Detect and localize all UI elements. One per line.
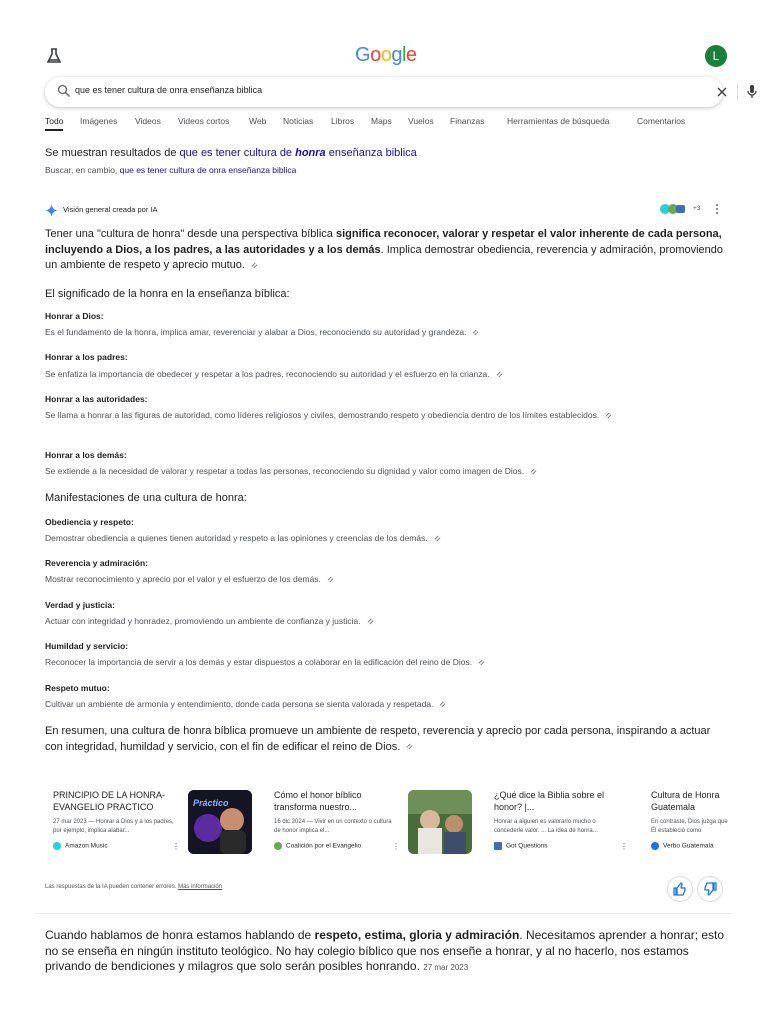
link-icon[interactable] [530,468,537,475]
link-icon[interactable] [251,262,258,269]
corrected-query-link[interactable]: que es tener cultura de honra enseñanza biblica [179,147,417,159]
source-card-title: Cultura de Honra Guatemala [651,790,720,812]
section-heading: Manifestaciones de una cultura de honra: [45,492,247,504]
link-icon[interactable] [327,576,334,583]
learn-more-link[interactable]: Más información [178,884,223,890]
thumbs-down-button[interactable] [697,876,723,902]
tab-herramientas[interactable]: Herramientas de búsqueda [507,116,610,126]
item-title: Reverencia y admiración: [45,558,148,568]
tab-comentarios[interactable]: Comentarios [637,116,686,126]
item-description: Mostrar reconocimiento y aprecio por el valor y el esfuerzo de los demás. [45,572,685,586]
thumbs-up-icon [668,877,692,901]
item-description: Cultivar un ambiente de armonía y entendimiento, donde cada persona se sienta valorada y respetada. [45,697,685,711]
got-questions-icon [494,842,502,850]
source-card-site: Got Questions [494,842,548,850]
section-divider [35,913,732,914]
thumbnail-label: Práctico [193,798,229,808]
source-card-title: PRINCIPIO DE LA HONRA- EVANGELIO PRACTICO [53,790,166,812]
source-card-site: Verbo Guatemala [651,842,714,850]
section-heading: El significado de la honra en la enseñanza bíblica: [45,288,290,300]
source-card[interactable] [494,786,629,858]
tab-imagenes[interactable]: Imágenes [80,116,118,126]
tab-vuelos[interactable]: Vuelos [408,116,434,126]
search-input[interactable]: que es tener cultura de onra enseñanza biblica [75,85,263,95]
source-favicon [676,205,685,213]
item-description: Se enfatiza la importancia de obedecer y respetar a los padres, reconociendo su autoridad y el esfuerzo en la crianza. [45,367,685,381]
item-title: Honrar a Dios: [45,311,104,321]
labs-flask-icon[interactable] [44,46,64,66]
source-card-description: Honrar a alguien es valorarlo mucho o concederle valor. ... La idea de honra... [494,819,598,834]
card-more-icon[interactable]: ⋮ [620,842,628,851]
source-card-title: Cómo el honor bíblico transforma nuestro... [274,790,362,812]
source-card-description: 27 mar 2023 — Honrar a Dios y a los padres, por ejemplo, implica alabar... [53,819,174,834]
item-title: Respeto mutuo: [45,683,110,693]
link-icon[interactable] [439,701,446,708]
item-description: Reconocer la importancia de servir a los demás y estar dispuestos a colaborar en la edificación del reino de Dios. [45,655,685,669]
source-card[interactable] [274,786,399,858]
tab-finanzas[interactable]: Finanzas [450,116,485,126]
item-title: Obediencia y respeto: [45,517,134,527]
item-description: Se llama a honrar a las figuras de autoridad, como líderes religiosos y civiles, demostrando respeto y obediencia dentro de los límites establecidos. [45,408,685,422]
search-divider [737,83,738,101]
original-query-link[interactable]: que es tener cultura de onra enseñanza biblica [119,165,297,175]
link-icon[interactable] [605,412,612,419]
tab-videos-cortos[interactable]: Videos cortos [178,116,230,126]
link-icon[interactable] [406,743,413,750]
source-card-description: En contraste, Dios juzga que Él estableció como [651,819,728,834]
tab-videos[interactable]: Videos [135,116,161,126]
ai-overview-title: Visión general creada por IA [63,205,158,214]
coalicion-icon [274,842,282,850]
amazon-music-icon [53,842,61,850]
link-icon[interactable] [478,659,485,666]
source-card-title: ¿Qué dice la Biblia sobre el honor? |... [494,790,605,812]
ai-intro-paragraph: Tener una "cultura de honra" desde una perspectiva bíblica significa reconocer, valorar y respetar el valor inherente de cada persona, incluyendo a Dios, a los padres, a las autoridades y a los demás. Implica demostrar obediencia, reverencia y admiración, promoviendo un ambiente de respeto y aprecio mutuo. [45,228,724,271]
item-description: Se extiende a la necesidad de valorar y respetar a todas las personas, reconociendo su dignidad y valor como imagen de Dios. [45,464,685,478]
ai-disclaimer: Las respuestas de la IA pueden contener errores. Más información [45,884,223,890]
sources-count: +3 [693,205,701,212]
sources-favicons[interactable] [660,202,700,216]
correction-prefix: Se muestran resultados de [45,147,180,159]
item-description: Es el fundamento de la honra, implica amar, reverenciar y alabar a Dios, reconociendo su autoridad y grandeza. [45,325,685,339]
clear-icon[interactable] [715,84,729,100]
microphone-icon[interactable] [745,83,759,101]
tab-maps[interactable]: Maps [371,116,392,126]
source-card-site: Amazon Music [53,842,108,850]
podcast-thumbnail[interactable] [188,790,252,854]
google-logo[interactable]: Google [355,44,417,66]
thumbs-down-icon [698,877,722,901]
card-more-icon[interactable]: ⋮ [392,842,400,851]
search-box[interactable] [45,77,723,107]
link-icon[interactable] [496,371,503,378]
link-icon[interactable] [434,535,441,542]
original-query-suggestion: Buscar, en cambio, que es tener cultura de onra enseñanza biblica [45,165,297,175]
source-card-description: 16 dic 2024 — Vivir en un contexto o cultura de honor implica el... [274,819,392,834]
link-icon[interactable] [367,618,374,625]
top-bar [0,40,768,72]
thumbs-up-button[interactable] [667,876,693,902]
snippet-date: 27 mar 2023 [423,963,469,972]
item-title: Honrar a los demás: [45,450,127,460]
item-title: Humildad y servicio: [45,641,129,651]
article-image [408,790,472,854]
account-avatar[interactable]: L [705,45,727,67]
tab-noticias[interactable]: Noticias [283,116,314,126]
item-title: Honrar a los padres: [45,352,128,362]
tab-web[interactable]: Web [249,116,267,126]
ai-sparkle-icon [45,204,58,217]
ai-summary-paragraph: En resumen, una cultura de honra bíblica promueve un ambiente de respeto, reverencia y aprecio por cada persona, inspirando a actuar con integridad, humildad y servicio, con el fin de edificar el reino de Dios. [45,725,711,753]
source-card[interactable] [651,786,733,858]
source-card[interactable] [53,786,178,858]
source-card-site: Coalición por el Evangelio [274,842,361,850]
item-title: Honrar a las autoridades: [45,394,148,404]
verbo-icon [651,842,659,850]
article-thumbnail[interactable] [408,790,472,854]
tab-libros[interactable]: Libros [331,116,355,126]
item-description: Actuar con integridad y honradez, promoviendo un ambiente de confianza y justicia. [45,614,685,628]
more-options-icon[interactable] [714,203,720,215]
tab-todo[interactable]: Todo [45,116,63,131]
card-more-icon[interactable]: ⋮ [172,842,180,851]
spelling-correction [45,147,417,159]
search-icon [57,84,71,98]
item-description: Demostrar obediencia a quienes tienen autoridad y respeto a las opiniones y creencias de los demás. [45,531,685,545]
link-icon[interactable] [472,329,479,336]
featured-snippet: Cuando hablamos de honra estamos hablando de respeto, estima, gloria y admiración. Necesitamos aprender a honrar; esto no se enseña en ningún instituto teológico. No hay colegio bíblico que nos enseñe a honrar, y al no hacerlo, nos estamos privando de bendiciones y milagros que solo serán posibles honrando. 27 mar 2023 [45,928,725,973]
item-title: Verdad y justicia: [45,600,115,610]
